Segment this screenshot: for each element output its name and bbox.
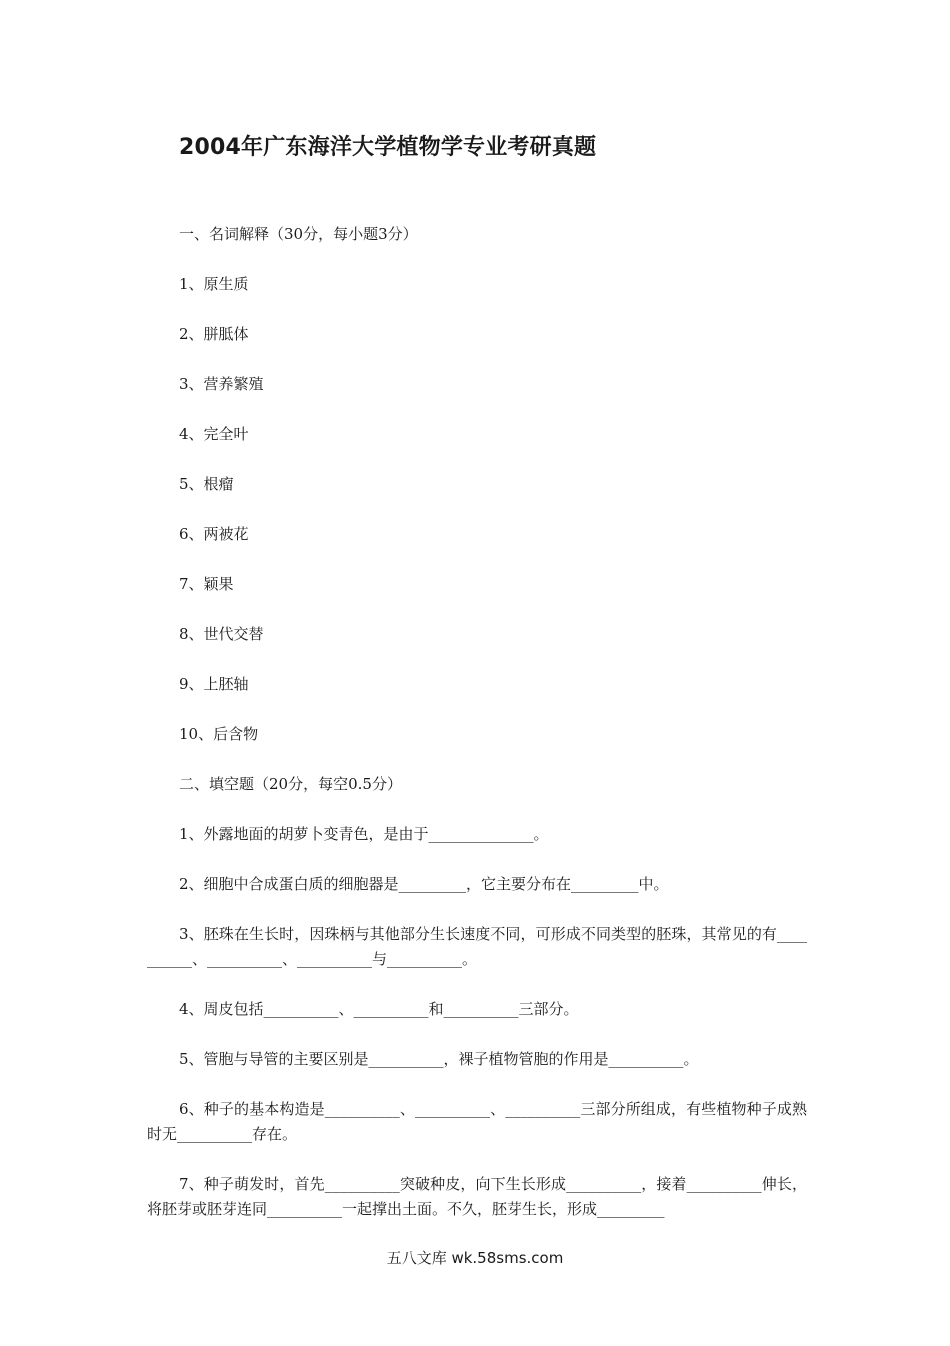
fill-question: 3、胚珠在生长时，因珠柄与其他部分生长速度不同，可形成不同类型的胚珠，其常见的有__________、__________、__________与__________。: [147, 925, 807, 968]
fill-question: 2、细胞中合成蛋白质的细胞器是_________，它主要分布在_________中。: [179, 875, 669, 893]
footer-watermark: 五八文库 wk.58sms.com: [386, 1249, 564, 1267]
term-item: 6、两被花: [179, 525, 249, 543]
term-item: 5、根瘤: [179, 475, 234, 493]
fill-question: 6、种子的基本构造是__________、__________、__________三部分所组成，有些植物种子成熟时无__________存在。: [147, 1100, 807, 1143]
fill-question: 1、外露地面的胡萝卜变青色，是由于______________。: [179, 825, 549, 843]
term-item: 8、世代交替: [179, 625, 264, 643]
term-item: 9、上胚轴: [179, 675, 249, 693]
page-title: 2004年广东海洋大学植物学专业考研真题: [179, 135, 597, 160]
term-item: 7、颖果: [179, 575, 234, 593]
fill-question: 4、周皮包括__________、__________和__________三部分。: [179, 1000, 579, 1018]
term-item: 2、胼胝体: [179, 325, 249, 343]
term-item: 10、后含物: [179, 725, 259, 743]
term-item: 3、营养繁殖: [179, 375, 264, 393]
fill-question: 5、管胞与导管的主要区别是__________，裸子植物管胞的作用是__________。: [179, 1050, 699, 1068]
section-heading: 一、名词解释（30分，每小题3分）: [179, 225, 418, 243]
term-item: 4、完全叶: [179, 425, 249, 443]
fill-question: 7、种子萌发时，首先__________突破种皮，向下生长形成__________，接着__________伸长，将胚芽或胚芽连同__________一起撑出土面。不久，胚芽生长，形成_________: [147, 1175, 807, 1218]
term-item: 1、原生质: [179, 275, 249, 293]
section-heading: 二、填空题（20分，每空0.5分）: [179, 775, 402, 793]
